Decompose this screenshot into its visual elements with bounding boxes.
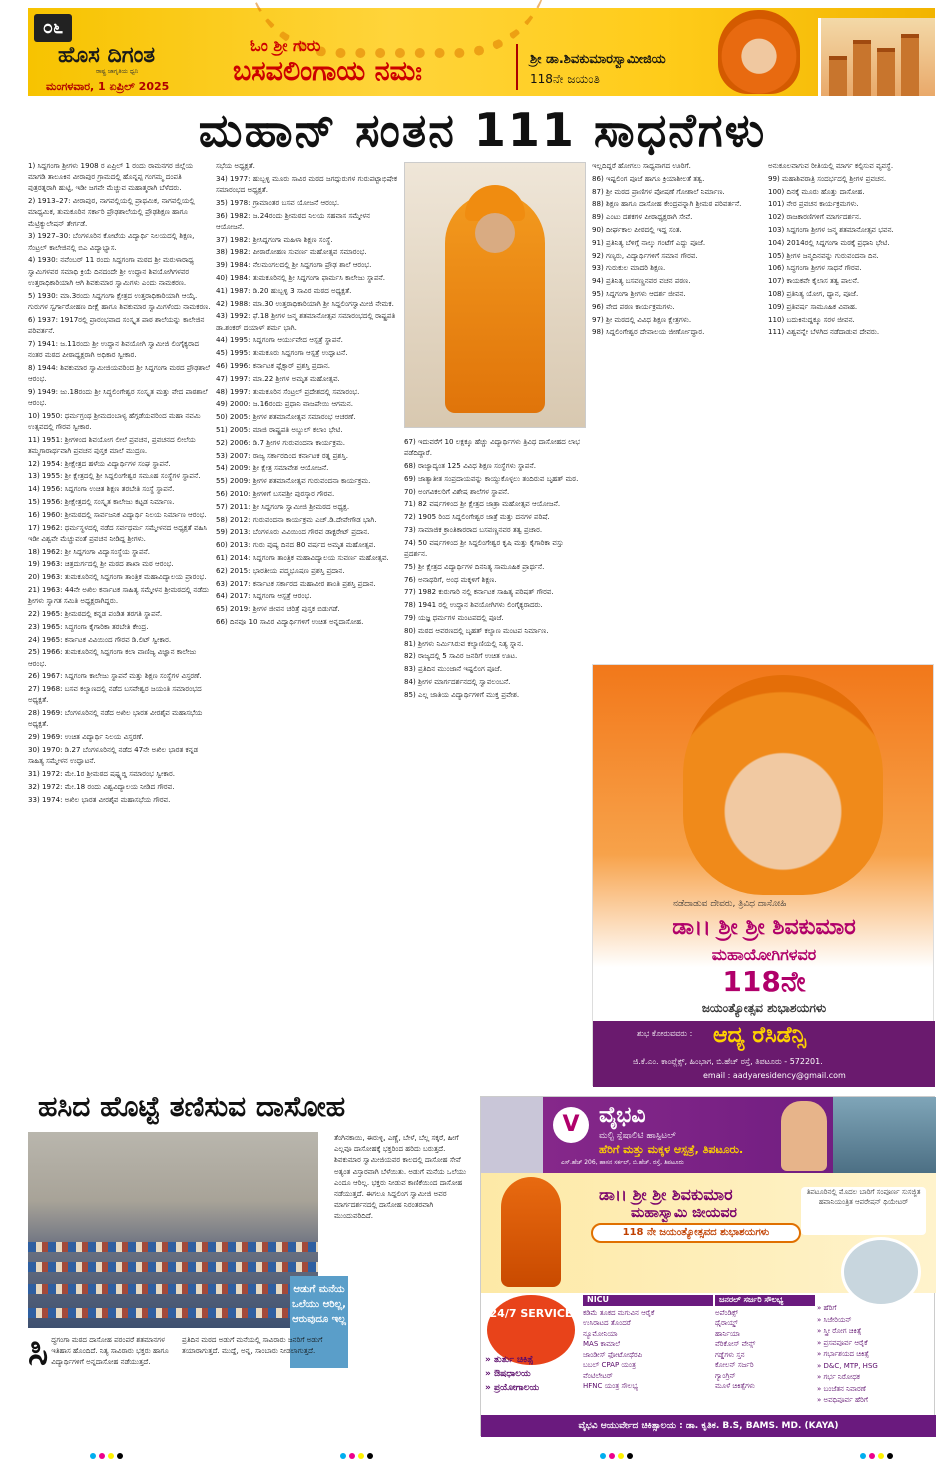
list-item: 46) 1996: ಕರ್ನಾಟಕ ಫ್ಲೆಕ್ಸಾರ್ ಪ್ರಶಸ್ತಿ ಪ್ರದಾನ. (216, 360, 331, 370)
aadya-residency-ad (592, 664, 934, 1086)
list-item: 39) 1984: ನೆಲಮಂಗಲದಲ್ಲಿ ಶ್ರೀ ಸಿದ್ದಗಂಗಾ ಪ್ರೌಢ ಶಾಲೆ ಆರಂಭ. (216, 260, 372, 270)
masthead (28, 8, 935, 96)
list-item: 71) 82 ವರ್ಷಗಳಿಂದ ಶ್ರೀ ಕ್ಷೇತ್ರದ ಜಾತ್ರಾ ಮಹೋತ್ಸವ ಆಯೋಜನೆ. (404, 499, 561, 509)
paper-logo: ಹೊಸ ದಿಗಂತ (58, 42, 156, 68)
list-item: » ಅವಧಿಪೂರ್ವ ಹೆರಿಗೆ (817, 1396, 868, 1404)
list-item: 67) ಇದುವರೆಗೆ 10 ಲಕ್ಷಕ್ಕೂ ಹೆಚ್ಚು ವಿದ್ಯಾರ್ಥಿಗಳು ತ್ರಿವಿಧ ದಾಸೋಹದ ಲಾಭ ಪಡೆದಿದ್ದಾರೆ. (404, 437, 581, 458)
list-item: 104) 2014ರಲ್ಲಿ ಸಿದ್ದಗಂಗಾ ಮಠಕ್ಕೆ ಪ್ರಧಾನಿ ಭೇಟಿ. (768, 237, 890, 247)
list-item: 101) ನೇರ ಪ್ರವಚನ ಕಾರ್ಯಕ್ರಮಗಳು. (768, 199, 859, 209)
list-item: ನ್ಯೂಮೋನಿಯಾ (583, 1329, 618, 1338)
list-item: 48) 1997: ತುಮಕೂರಿನ ಸೆಂಟ್ರಲ್ ಪ್ರದೇಶದಲ್ಲಿ ಸಮಾರಂಭ. (216, 386, 360, 396)
swami-seated-photo (404, 162, 586, 428)
list-item: 105) ಶ್ರೀಗಳ ಜನ್ಮದಿನವನ್ನು ಗುರುವಂದನಾ ದಿನ. (768, 250, 879, 260)
list-item: » ಸಿಜೇರಿಯನ್ (817, 1315, 852, 1324)
swami-name: ಶ್ರೀ ಡಾ.ಶಿವಕುಮಾರಸ್ವಾಮೀಜಿಯ (530, 52, 666, 67)
list-item: 52) 2006: ಡಿ.7 ಶ್ರೀಗಳ ಗುರುವಂದನಾ ಕಾರ್ಯಕ್ರಮ. (216, 437, 345, 447)
list-item: 28) 1969: ಬೆಂಗಳೂರಿನಲ್ಲಿ ನಡೆದ ಅಖಿಲ ಭಾರತ ವೀರಶೈವ ಮಹಾಸಭೆಯ ಅಧ್ಯಕ್ಷತೆ. (28, 708, 203, 729)
list-item: ಥೈರಾಯ್ಡ್ (715, 1319, 738, 1327)
list-item: 44) 1995: ಸಿದ್ದಗಂಗಾ ಆರ್ಯುವೇದ ಆಸ್ಪತ್ರೆ ಸ್ಥಾಪನೆ. (216, 335, 343, 345)
service-list (485, 1353, 585, 1395)
list-item: 33) 1974: ಅಖಿಲ ಭಾರತ ವೀರಶೈವ ಮಹಾಸಭೆಯ ಗೌರವ. (28, 794, 171, 804)
list-item: » ಪ್ರಸವಪೂರ್ವ ಆರೈಕೆ (817, 1338, 868, 1347)
list-item: ಹಾರ್ನಿಯಾ (715, 1329, 740, 1338)
list-item: 109) ಪ್ರತಿವರ್ಷ ಸಾಮೂಹಿಕ ವಿವಾಹ. (768, 301, 858, 311)
list-item: 15) 1956: ಶ್ರೀಕ್ಷೇತ್ರದಲ್ಲಿ ಸಂಸ್ಕೃತ ಕಾಲೇಜು ಕಟ್ಟಡ ನಿರ್ಮಾಣ. (28, 497, 175, 506)
list-item: » ಗರ್ಭ ನಿರೋಧಕ (817, 1373, 860, 1381)
list-item: 49) 2000: ಜ.16ರಂದು ಪ್ರಧಾನಿ ವಾಜಪೇಯಿ ಆಗಮನ. (216, 399, 353, 409)
list-item: » ತುರ್ತು ಚಿಕಿತ್ಸೆ (485, 1355, 534, 1365)
list-item: 26) 1967: ಸಿದ್ದಗಂಗಾ ಕಾಲೇಜು ಸ್ಥಾಪನೆ ಮತ್ತು ಶಿಕ್ಷಣ ಸಂಸ್ಥೆಗಳ ವಿಸ್ತರಣೆ. (28, 671, 202, 681)
list-item: 41) 1987: ಡಿ.20 ಹುಬ್ಬಳ್ಳಿ 3 ಸಾವಿರ ಮಠದ ಅಧ್ಯಕ್ಷತೆ. (216, 285, 352, 295)
list-item: 2) 1913–27: ವೀರಾಪುರ, ನಾಗವಲ್ಲಿಯಲ್ಲಿ ಪ್ರಾಥಮಿಕ, ನಾಗವಲ್ಲಿಯಲ್ಲಿ ಮಾಧ್ಯಮಿಕ, ತುಮಕೂರಿನ ಸರ್ಕಾರಿ ಪ್ರೌಢಶಾಲೆಯಲ್ಲಿ ಪ್ರೌಢಶಿಕ್ಷಣ ಹಾಗೂ ಮೆಟ್ರಿಕ್ಯುಲೇಷನ್ ತೇರ್ಗಡೆ. (28, 196, 195, 228)
list-item: 68) ರಾಜ್ಯಾದ್ಯಂತ 125 ವಿವಿಧ ಶಿಕ್ಷಣ ಸಂಸ್ಥೆಗಳು ಸ್ಥಾಪನೆ. (404, 461, 536, 470)
list-item: ಅಪೆಂಡಿಕ್ಸ್ (715, 1308, 738, 1317)
surgery-heading: ಜನರಲ್ ಸರ್ಜರಿ ಸೌಲಭ್ಯ (715, 1295, 815, 1306)
list-item: 110) ಬದುಕಿನುದ್ದಕ್ಕೂ ಸರಳ ಜೀವನ. (768, 314, 855, 324)
ad2-wishes: 118 ನೇ ಜಯಂತ್ಯೋತ್ಸವದ ಶುಭಾಶಯಗಳು (591, 1223, 801, 1243)
list-item: 50) 2005: ಶ್ರೀಗಳ ಶತಮಾನೋತ್ಸವ ಸಮಾರಂಭ ಆಚರಣೆ. (216, 412, 356, 422)
dasoha-column-3 (334, 1132, 474, 1442)
list-item: 103) ಸಿದ್ದಗಂಗಾ ಶ್ರೀಗಳ ಜನ್ಮ ಶತಮಾನೋತ್ಸವ ಭವನ. (768, 224, 894, 234)
maternity-features-list (817, 1303, 932, 1407)
list-item: ಅನುಕೂಲವಾಗುವ ರೀತಿಯಲ್ಲಿ ಮಾರ್ಗ ಕಲ್ಪಿಸುವ ವ್ಯವಸ್ಥೆ. (768, 161, 894, 170)
list-item: » ಬಂಜೆತನ ನಿವಾರಣೆ (817, 1384, 866, 1393)
list-item: ವೆಂಟಿಲೇಟರ್ (583, 1371, 613, 1380)
list-item: » ಪ್ರಯೋಗಾಲಯ (485, 1383, 540, 1393)
list-item: 25) 1966: ತುಮಕೂರಿನಲ್ಲಿ ಸಿದ್ದಗಂಗಾ ಕಲಾ ವಾಣಿಜ್ಯ ವಿಜ್ಞಾನ ಕಾಲೇಜು ಆರಂಭ. (28, 647, 197, 668)
list-item: 55) 2009: ಶ್ರೀಗಳ ಶತಮಾನೋತ್ಸವ ಗುರುವಂದನಾ ಕಾರ್ಯಕ್ರಮ. (216, 476, 371, 486)
list-item: 4) 1930: ನವೆಂಬರ್ 11 ರಂದು ಸಿದ್ದಗಂಗಾ ಮಠದ ಶ್ರೀ ಮರುಳಾರಾಧ್ಯ ಸ್ವಾಮಿಗಳವರ ಸಮಾಧಿ ಕ್ರಿಯೆ ದಿನದಂದೇ ಶ್ರೀ ಉದ್ದಾನ ಶಿವಯೋಗಿಗಳವರ ಉತ್ತರಾಧಿಕಾರಿಯಾಗಿ ಆಗಿ ಶಿವಕುಮಾರ ಸ್ವಾಮಿಗಳು ಎಂದು ನಾಮಕರಣ. (28, 255, 194, 287)
list-item: » ಔಷಧಾಲಯ (485, 1369, 531, 1379)
list-item: 21) 1963: 44ನೇ ಅಖಿಲ ಕರ್ನಾಟಕ ಸಾಹಿತ್ಯ ಸಮ್ಮೇಳನ ಶ್ರೀಮಠದಲ್ಲಿ ನಡೆದು ಶ್ರೀಗಳು ಸ್ವಾಗತ ಸಮಿತಿ ಅಧ್ಯಕ್ಷರಾಗಿದ್ದರು. (28, 584, 209, 606)
list-item: 76) ಅನಾಥರಿಗೆ, ಅಂಧ ಮಕ್ಕಳಿಗೆ ಶಿಕ್ಷಣ. (404, 574, 497, 584)
list-item: 23) 1965: ಸಿದ್ಧಗಂಗಾ ಕೈಗಾರಿಕಾ ತರಬೇತಿ ಕೇಂದ್ರ. (28, 621, 149, 631)
list-item: 57) 2011: ಶ್ರೀ ಸಿದ್ದಗಂಗಾ ಸ್ವಾಮೀಜಿ ಶ್ರೀಮಠದ ಅಧ್ಯಕ್ಷ. (216, 501, 350, 511)
list-item: 10) 1950: ಧರ್ಮಗ್ರಂಥ ಶ್ರೀಮದಂಬಾಳ್ಯ ಹೆಗ್ಗಡೆಯವರಿಂದ ಮಹಾ ನವಮಿ ಉತ್ಸವದಲ್ಲಿ ಗೌರವ ಸ್ವೀಕಾರ. (28, 410, 201, 431)
list-item: 98) ಸಿದ್ದಲಿಂಗೇಶ್ವರ ದೇವಾಲಯ ಜೀರ್ಣೋದ್ಧಾರ. (592, 327, 705, 337)
dasoha-text-3: ತೆಂಗಿನಕಾಯಿ, ಈರುಳ್ಳಿ, ಎಣ್ಣೆ, ಬೇಳೆ, ಬೆಲ್ಲ ಸಕ್ಕರೆ, ಹೀಗೆ ಎಲ್ಲವೂ ದಾಸೋಹಕ್ಕೆ ಭಕ್ತರಿಂದ ಹರಿದು ಬರುತ್ತದೆ. ಶಿವಕುಮಾರ ಸ್ವಾಮೀಜಿಯವರ ಕಾಲದಲ್ಲಿ ದಾಸೋಹ ಸೇವೆ ಅತ್ಯಂತ ವಿಸ್ತಾರವಾಗಿ ಬೆಳೆಯಿತು. ಅಡುಗೆ ಮನೆಯ ಒಲೆಯು ಎಂದೂ ಆರಿಲ್ಲ. ಭಕ್ತರು ನೀಡುವ ಕಾಣಿಕೆಯಿಂದ ದಾಸೋಹ ನಡೆಯುತ್ತದೆ. ಈಗಲೂ ಸಿದ್ದಲಿಂಗ ಸ್ವಾಮೀಜಿ ಅವರ ಮಾರ್ಗದರ್ಶನದಲ್ಲಿ ದಾಸೋಹ ನಿರಂತರವಾಗಿ ಮುಂದುವರಿದಿದೆ. (334, 1133, 467, 1221)
list-item: 53) 2007: ರಾಜ್ಯ ಸರ್ಕಾರದಿಂದ ಕರ್ನಾಟಕ ರತ್ನ ಪ್ರಶಸ್ತಿ. (216, 450, 348, 460)
list-item: 11) 1951: ಶ್ರೀಗಳಿಂದ ಶಿವಯೋಗ ಲೀಲೆ ಪ್ರವಚನ, ಪ್ರವಚನದ ಲೀಲೆಯ ತಮ್ಮಗಾರಾರ್ಥವಾಗಿ ಪ್ರವಚನ ಪುಸ್ತಕ ಮಾಲೆ ಮುದ್ರಣ. (28, 434, 196, 455)
dasoha-column-1 (28, 1329, 173, 1439)
ad-jayanti-number: 118ನೇ (722, 965, 806, 998)
list-item: 65) 2019: ಶ್ರೀಗಳ ಜೀವನ ಚರಿತ್ರೆ ಪುಸ್ತಕ ಬಿಡುಗಡೆ. (216, 604, 340, 614)
list-item: ಮೂಳೆ ಚಿಕಿತ್ಸೆಗಳು (715, 1382, 755, 1390)
dasoha-column-2 (182, 1334, 327, 1439)
list-item: 6) 1937: 1917ರಲ್ಲಿ ಪ್ರಾರಂಭವಾದ ಸಂಸ್ಕೃತ ಪಾಠ ಶಾಲೆಯನ್ನು ಕಾಲೇಜಿನ ಪರಿವರ್ತನೆ. (28, 314, 205, 335)
ad2-header-band (481, 1097, 936, 1173)
list-item: 38) 1982: ಪೀಠಾರೋಹಣ ಸುವರ್ಣ ಮಹೋತ್ಸವ ಸಮಾರಂಭ. (216, 247, 367, 257)
list-item: » D&C, MTP, HSG (817, 1361, 878, 1370)
list-item: 108) ಪ್ರತಿನಿತ್ಯ ಯೋಗ, ಧ್ಯಾನ, ಪೂಜೆ. (768, 288, 859, 298)
list-item: HFNC ಯಂತ್ರ ಸೌಲಭ್ಯ (583, 1382, 639, 1390)
list-item: » ಸ್ತ್ರೀ ರೋಗ ಚಿಕಿತ್ಸೆ (817, 1327, 862, 1335)
ad-tagline: ನಡೆದಾಡುವ ದೇವರು, ತ್ರಿವಿಧ ದಾಸೋಹಿ (673, 899, 787, 909)
list-item: 45) 1995: ತುಮಕೂರು ಸಿದ್ದಗಂಗಾ ಆಸ್ಪತ್ರೆ ಉದ್ಘಾಟನೆ. (216, 348, 348, 358)
list-item: 106) ಸಿದ್ಧಗಂಗಾ ಶ್ರೀಗಳ ಸಾಧನೆ ಗೌರವ. (768, 263, 862, 273)
dasoha-text-2: ಪ್ರತಿದಿನ ಮಠದ ಅಡುಗೆ ಮನೆಯಲ್ಲಿ ಸಾವಿರಾರು ಜನರಿಗೆ ಅಡುಗೆ ತಯಾರಾಗುತ್ತದೆ. ಮುದ್ದೆ, ಅನ್ನ, ಸಾಂಬಾರು ನೀಡಲಾಗುತ್ತದೆ. (182, 1335, 323, 1356)
om-line: ಓಂ ಶ್ರೀ ಗುರು (250, 36, 321, 55)
swami-portrait (718, 10, 800, 94)
list-item: MAS ಕಾಮಾಲೆ (583, 1340, 621, 1348)
page-number: ೦೬ (34, 14, 72, 42)
list-item: 63) 2017: ಕರ್ನಾಟಕ ಸರ್ಕಾರದ ಮಹಾವೀರ ಶಾಂತಿ ಪ್ರಶಸ್ತಿ ಪ್ರದಾನ. (216, 578, 376, 588)
list-item: 32) 1972: ಮೇ.18 ರಂದು ವಿಶ್ವವಿದ್ಯಾಲಯ ನೀಡಿದ ಗೌರವ. (28, 781, 175, 791)
list-item: 99) ಮಹಾಶಿವರಾತ್ರಿ ಸಂದರ್ಭದಲ್ಲಿ ಶ್ರೀಗಳ ಪ್ರವಚನ. (768, 173, 887, 183)
list-item: 75) ಶ್ರೀ ಕ್ಷೇತ್ರದ ವಿದ್ಯಾರ್ಥಿಗಳ ದಿನನಿತ್ಯ ಸಾಮೂಹಿಕ ಪ್ರಾರ್ಥನೆ. (404, 561, 545, 571)
list-item: 3) 1927–30: ಬೆಂಗಳೂರಿನ ಕೋಟೆಯ ವಿದ್ಯಾರ್ಥಿ ನಿಲಯದಲ್ಲಿ ಶಿಕ್ಷಣ, ಸೆಂಟ್ರಲ್ ಕಾಲೇಜಿನಲ್ಲಿ ಬಿಎ ವಿದ್ಯಾಭ್ಯಾಸ. (28, 231, 195, 252)
list-item: 93) ಗುರುಕುಲ ಮಾದರಿ ಶಿಕ್ಷಣ. (592, 263, 666, 273)
registration-marks (90, 1444, 130, 1451)
list-item: 70) ಅಂಗವಿಕಲರಿಗೆ ವಿಶೇಷ ಶಾಲೆಗಳ ಸ್ಥಾಪನೆ. (404, 486, 510, 496)
paper-tagline: ರಾಷ್ಟ್ರ ಜಾಗೃತಿಯ ಧ್ವನಿ (96, 68, 139, 75)
list-item: 60) 2013: ಗುರು ಪುಷ್ಯ ದಿನದ 80 ವರ್ಷದ ಅಮೃತ ಮಹೋತ್ಸವ. (216, 540, 376, 550)
ad-address: ಜಿ.ಕೆ.ಎಂ. ಕಾಂಪ್ಲೆಕ್ಸ್, ಹಿಂಭಾಗ, ಬಿ.ಹೆಚ್ ರಸ್ತೆ, ತಿಪಟೂರು - 572201. (633, 1057, 823, 1066)
article-column-1 (28, 160, 211, 1080)
list-item: 79) ಯಜ್ಞ ಧರ್ಮಗಳ ಮಂಟಪದಲ್ಲಿ ಪೂಜೆ. (404, 612, 504, 622)
list-item: 77) 1982 ಕುರುಗಾರಿ ನಲ್ಲಿ ಕರ್ನಾಟಕ ಸಾಹಿತ್ಯ ಪರಿಷತ್ ಗೌರವ. (404, 587, 554, 597)
list-item: 51) 2005: ಮಾಜಿ ರಾಷ್ಟ್ರಪತಿ ಅಬ್ದುಲ್ ಕಲಾಂ ಭೇಟಿ. (216, 424, 343, 434)
list-item: 42) 1988: ಮಾ.30 ಉತ್ತರಾಧಿಕಾರಿಯಾಗಿ ಶ್ರೀ ಸಿದ್ದಲಿಂಗಸ್ವಾಮೀಜಿ ನೇಮಕ. (216, 298, 394, 308)
list-item: 47) 1997: ಮಾ.22 ಶ್ರೀಗಳ ಅಮೃತ ಮಹೋತ್ಸವ. (216, 373, 340, 383)
list-item: 90) ದೀರ್ಘಕಾಲ ಪೀಠದಲ್ಲಿ ಇದ್ದ ಸಂತ. (592, 224, 682, 234)
list-item: 102) ರಾಜಕಾರಣಿಗಳಿಗೆ ಮಾರ್ಗದರ್ಶನ. (768, 212, 862, 222)
list-item: 19) 1963: ಚಿತ್ರದುರ್ಗದಲ್ಲಿ ಶ್ರೀ ಮಠದ ಶಾಖಾ ಮಠ ಆರಂಭ. (28, 559, 174, 569)
temple-image (818, 18, 935, 96)
list-item: 37) 1982: ಶ್ರೀಸಿದ್ದಗಂಗಾ ಮಹಿಳಾ ಶಿಕ್ಷಣ ಸಂಸ್ಥೆ. (216, 234, 333, 244)
operation-theatre-image (833, 1097, 936, 1173)
list-item: 92) ಗಣ್ಯರು, ವಿದ್ಯಾರ್ಥಿಗಳಿಗೆ ಸಮಾನ ಗೌರವ. (592, 250, 698, 260)
list-item: ಗ್ಯಾಂಗ್ರಿನ್ (715, 1371, 736, 1380)
ayurveda-footer: ವೈಭವಿ ಆಯುರ್ವೇದ ಚಿಕಿತ್ಸಾಲಯ : ಡಾ. ಕೃತಿಕ. B.S, BAMS. MD. (KAYA) (481, 1415, 936, 1437)
list-item: 82) ರಾಜ್ಯದಲ್ಲಿ 5 ಸಾವಿರ ಜನರಿಗೆ ಉಚಿತ ಊಟ. (404, 651, 518, 661)
equipment-image (841, 1237, 921, 1307)
registration-marks (860, 1444, 900, 1451)
ad2-swami-title: ಮಹಾಸ್ವಾಮಿ ಜೀಯವರ (631, 1205, 737, 1221)
vaibhavi-logo-icon: V (553, 1107, 589, 1143)
ad2-swami-name: ಡಾ।। ಶ್ರೀ ಶ್ರೀ ಶಿವಕುಮಾರ (599, 1185, 733, 1204)
list-item: ಉಸಿರಾಟದ ತೊಂದರೆ (583, 1319, 631, 1327)
hospital-subtitle: ಮಲ್ಟಿ ಸ್ಪೆಷಾಲಿಟಿ ಹಾಸ್ಪಿಟಲ್ (599, 1131, 676, 1141)
list-item: 66) ದಿನವೂ 10 ಸಾವಿರ ವಿದ್ಯಾರ್ಥಿಗಳಿಗೆ ಉಚಿತ ಅನ್ನದಾಸೋಹ. (216, 616, 364, 626)
ad-wishes: ಜಯಂತ್ಯೋತ್ಸವ ಶುಭಾಶಯಗಳು (701, 1001, 827, 1015)
list-item: 58) 2012: ಗುರುವಂದನಾ ಕಾರ್ಯಕ್ರಮ ಎಚ್.ಡಿ.ದೇವೇಗೌಡ ಭಾಗಿ. (216, 514, 377, 524)
article-column-4 (592, 160, 762, 660)
list-item: 5) 1930: ಮಾ.3ರಂದು ಸಿದ್ದಗಂಗಾ ಕ್ಷೇತ್ರದ ಉತ್ತರಾಧಿಕಾರಿಯಾಗಿ ಆಯ್ಕೆ. ಗುರುಗಳ ಸ್ವರ್ಗಾರೋಹಣ ದೀಕ್ಷೆ ಹಾಗೂ ಶಿವಕುಮಾರ ಸ್ವಾಮಿಗಳೆಂದು ನಾಮಕರಣ. (28, 290, 211, 311)
list-item: 111) ವಿಶ್ವವನ್ನೇ ಬೆಳಗಿದ ನಡೆದಾಡುವ ದೇವರು. (768, 327, 880, 337)
list-item: 43) 1992: ಫೆ.18 ಶ್ರೀಗಳ ಜನ್ಮ ಶತಮಾನೋತ್ಸವ ಸಮಾರಂಭದಲ್ಲಿ ರಾಷ್ಟ್ರಪತಿ ಡಾ.ಶಂಕರ್ ದಯಾಳ್ ಶರ್ಮ ಭಾಗಿ. (216, 311, 396, 332)
swami-walking-image (501, 1177, 561, 1287)
vaibhavi-hospital-ad (480, 1096, 935, 1436)
jayanti-label: 118ನೇ ಜಯಂತಿ (530, 72, 600, 86)
list-item: 72) 1905 ರಿಂದ ಸಿದ್ದಲಿಂಗೇಶ್ವರ ಜಾತ್ರೆ ಮತ್ತು ದನಗಳ ಪರಿಷೆ. (404, 512, 550, 522)
list-item: 88) ಶಿಕ್ಷಣ ಹಾಗೂ ದಾಸೋಹ ಕೇಂದ್ರವನ್ನಾಗಿ ಶ್ರೀಮಠ ಪರಿವರ್ತನೆ. (592, 199, 742, 209)
list-item: 14) 1956: ಸಿದ್ದಗಂಗಾ ಉಚಿತ ಶಿಕ್ಷಣ ತರಬೇತಿ ಸಂಸ್ಥೆ ಸ್ಥಾಪನೆ. (28, 484, 175, 494)
list-item: 56) 2010: ಶ್ರೀಗಳಿಗೆ ಬಸವಶ್ರೀ ಪುರಸ್ಕಾರ ಗೌರವ. (216, 488, 335, 498)
nicu-list (583, 1295, 713, 1392)
list-item: 96) ವೇದ ಪಠಣ ಕಾರ್ಯಕ್ರಮಗಳು. (592, 301, 675, 311)
list-item: 8) 1944: ಶಿವಕುಮಾರ ಸ್ವಾಮೀಜಿಯವರಿಂದ ಶ್ರೀ ಸಿದ್ದಗಂಗಾ ಮಠದ ಪ್ರೌಢಶಾಲೆ ಆರಂಭ. (28, 362, 211, 383)
list-item: 40) 1984: ತುಮಕೂರಿನಲ್ಲಿ ಶ್ರೀ ಸಿದ್ದಗಂಗಾ ಫಾರ್ಮಸಿ ಕಾಲೇಜು ಸ್ಥಾಪನೆ. (216, 272, 386, 282)
article-column-2 (216, 160, 398, 1080)
general-surgery-list (715, 1295, 815, 1392)
list-item: 36) 1982: ಜ.24ರಂದು ಶ್ರೀಮಠದ ನಿಲಯ ಸಹವಾಸ ಸಮ್ಮೇಳನ ಆಯೋಜನೆ. (216, 210, 371, 231)
issue-date: ಮಂಗಳವಾರ, 1 ಏಪ್ರಿಲ್ 2025 (46, 80, 170, 93)
list-item: ಜಾಂಡೀಸ್ ಫೋಟೋಥೆರಪಿ (583, 1350, 643, 1359)
list-item: 74) 50 ವರ್ಷಗಳಿಂದ ಶ್ರೀ ಸಿದ್ದಲಿಂಗೇಶ್ವರ ಕೃಷಿ ಮತ್ತು ಕೈಗಾರಿಕಾ ವಸ್ತು ಪ್ರದರ್ಶನ. (404, 537, 564, 558)
list-item: 95) ಸಿದ್ದಗಂಗಾ ಶ್ರೀಗಳು ಆದರ್ಶ ಜೀವನ. (592, 288, 686, 298)
list-item: 29) 1969: ಉಚಿತ ವಿದ್ಯಾರ್ಥಿ ನಿಲಯ ವಿಸ್ತರಣೆ. (28, 732, 144, 742)
main-headline: ಮಹಾನ್ ಸಂತನ 111 ಸಾಧನೆಗಳು (198, 103, 767, 157)
list-item: 30) 1970: ಡಿ.27 ಬೆಂಗಳೂರಿನಲ್ಲಿ ನಡೆದ 47ನೇ ಅಖಿಲ ಭಾರತ ಕನ್ನಡ ಸಾಹಿತ್ಯ ಸಮ್ಮೇಳನ ಉದ್ಘಾಟನೆ. (28, 744, 199, 766)
nicu-heading: NICU (583, 1295, 713, 1306)
list-item: 54) 2009: ಶ್ರೀ ಕ್ಷೇತ್ರ ಸಮಾವೇಶ ಆಯೋಜನೆ. (216, 463, 329, 473)
article-column-5 (768, 160, 934, 660)
registration-marks (600, 1444, 640, 1451)
list-item: 81) ಶ್ರೀಗಳು ನಿರ್ಮಿಸಿರುವ ಕಲ್ಯಾಣಿಯಲ್ಲಿ ನಿತ್ಯ ಸ್ನಾನ. (404, 638, 524, 648)
list-item: 83) ಪ್ರತಿದಿನ ಮುಂಜಾನೆ ಇಷ್ಟಲಿಂಗ ಪೂಜೆ. (404, 664, 502, 674)
basava-line: ಬಸವಲಿಂಗಾಯ ನಮಃ (233, 56, 422, 87)
list-item: 7) 1941: ಜ.11ರಂದು ಶ್ರೀ ಉದ್ದಾನ ಶಿವಯೋಗಿ ಸ್ವಾಮೀಜಿ ಲಿಂಗೈಕ್ಯರಾದ ನಂತರ ಮಠದ ಪೀಠಾಧ್ಯಕ್ಷರಾಗಿ ಅಧಿಕಾರ ಸ್ವೀಕಾರ. (28, 338, 200, 359)
list-item: 87) ಶ್ರೀ ಮಠದ ಪ್ರಾಣಿಗಳ ಪೋಷಣೆ ಗೋಶಾಲೆ ನಿರ್ಮಾಣ. (592, 186, 725, 196)
list-item: 64) 2017: ಸಿದ್ದಗಂಗಾ ಆಸ್ಪತ್ರೆ ಆರಂಭ. (216, 591, 312, 601)
list-item: 91) ಪ್ರತಿನಿತ್ಯ ಬೆಳಿಗ್ಗೆ ನಾಲ್ಕು ಗಂಟೆಗೆ ಎದ್ದು ಪೂಜೆ. (592, 237, 706, 247)
registration-marks (340, 1444, 380, 1451)
list-item: ಕಡಿಮೆ ತೂಕದ ಮಗುವಿನ ಆರೈಕೆ (583, 1308, 655, 1317)
hospital-subtitle-2: ಹೆರಿಗೆ ಮತ್ತು ಮಕ್ಕಳ ಆಸ್ಪತ್ರೆ, ತಿಪಟೂರು. (599, 1143, 744, 1156)
header-divider (516, 44, 518, 90)
list-item: 62) 2015: ಭಾರತೀಯ ಪದ್ಮಭೂಷಣ ಪ್ರಶಸ್ತಿ ಪ್ರದಾನ. (216, 565, 345, 575)
list-item: 100) ದಿನಕ್ಕೆ ಮೂರು ಹೊತ್ತು ದಾಸೋಹ. (768, 186, 865, 196)
list-item: ಇಲ್ಲದಿದ್ದರೆ ಹೋಗಲು ಸಾಧ್ಯವಾಗದ ಊರಿಗೆ. (592, 161, 691, 170)
dasoha-text-1: ದ್ಧಗಂಗಾ ಮಠದ ದಾಸೋಹ ಪರಂಪರೆ ಶತಮಾನಗಳ ಇತಿಹಾಸ ಹೊಂದಿದೆ. ನಿತ್ಯ ಸಾವಿರಾರು ಭಕ್ತರು ಹಾಗೂ ವಿದ್ಯಾರ್ಥಿಗಳಿಗೆ ಅನ್ನದಾಸೋಹ ನಡೆಯುತ್ತದೆ. (51, 1335, 169, 1367)
list-item: 78) 1941 ರಲ್ಲಿ ಉದ್ದಾನ ಶಿವಯೋಗಿಗಳು ಲಿಂಗೈಕ್ಯರಾದರು. (404, 600, 543, 610)
kitchen-callout: ಆಡುಗೆ ಮನೆಯ ಒಲೆಯು ಆರಿಲ್ಲ, ಆರುವುದೂ ಇಲ್ಲ (290, 1276, 348, 1368)
ad-sponsor-band (593, 1021, 935, 1087)
list-item: 22) 1965: ಶ್ರೀಮಠದಲ್ಲಿ ಕನ್ನಡ ಪಂಡಿತ ತರಗತಿ ಸ್ಥಾಪನೆ. (28, 608, 163, 618)
list-item: 13) 1955: ಶ್ರೀ ಕ್ಷೇತ್ರದಲ್ಲಿ ಶ್ರೀ ಸಿದ್ದಲಿಂಗೇಶ್ವರ ಸಮೂಹ ಸಂಸ್ಥೆಗಳ ಸ್ಥಾಪನೆ. (28, 471, 201, 481)
list-item: 35) 1978: ಗ್ರಾಮಾಂತರ ಬಸವ ಯೋಜನೆ ಆರಂಭ. (216, 197, 340, 207)
dasoha-headline: ಹಸಿದ ಹೊಟ್ಟೆ ತಣಿಸುವ ದಾಸೋಹ (38, 1090, 346, 1123)
list-item: ಬಬಲ್ CPAP ಯಂತ್ರ (583, 1361, 637, 1369)
hospital-name: ವೈಭವಿ (599, 1103, 646, 1128)
list-item: 94) ಪ್ರತಿನಿತ್ಯ ಬಸವಣ್ಣನವರ ವಚನ ಪಠಣ. (592, 276, 691, 286)
list-item: 85) ಎಲ್ಲ ಜಾತಿಯ ವಿದ್ಯಾರ್ಥಿಗಳಿಗೆ ಮುಕ್ತ ಪ್ರವೇಶ. (404, 689, 520, 699)
list-item: 24) 1965: ಕರ್ನಾಟಕ ವಿವಿಯಿಂದ ಗೌರವ ಡಿ.ಲಿಟ್ ಸ್ವೀಕಾರ. (28, 634, 172, 644)
hospital-building-image (481, 1097, 543, 1173)
list-item: ಸಭೆಯ ಅಧ್ಯಕ್ಷತೆ. (216, 161, 255, 170)
dasoha-dining-photo (28, 1132, 318, 1328)
ad-swami-title: ಮಹಾಯೋಗಿಗಳವರ (711, 945, 817, 964)
list-item: 97) ಶ್ರೀ ಮಠದಲ್ಲಿ ವಿವಿಧ ಶಿಕ್ಷಣ ಕ್ಷೇತ್ರಗಳು. (592, 314, 692, 324)
list-item: 27) 1968: ಬಸವ ಕಲ್ಯಾಣದಲ್ಲಿ ನಡೆದ ಬಸವೇಶ್ವರ ಜಯಂತಿ ಸಮಾರಂಭದ ಅಧ್ಯಕ್ಷತೆ. (28, 684, 202, 705)
list-item: » ಹೆರಿಗೆ (817, 1304, 837, 1312)
list-item: 34) 1977: ಹುಬ್ಬಳ್ಳಿ ಮೂರು ಸಾವಿರ ಮಠದ ಜಗದ್ಗುರುಗಳ ಗುರುಪಟ್ಟಾಭಿಷೇಕ ಸಮಾರಂಭದ ಅಧ್ಯಕ್ಷತೆ. (216, 173, 398, 194)
list-item: 73) ಸಾಮಾಜಿಕ ಕ್ರಾಂತಿಕಾರರಾದ ಬಸವಣ್ಣನವರ ತತ್ವ ಪ್ರಚಾರ. (404, 524, 543, 534)
ad-email: email : aadyaresidency@gmail.com (703, 1071, 846, 1080)
list-item: 59) 2013: ಬೆಂಗಳೂರು ವಿವಿಯಿಂದ ಗೌರವ ಡಾಕ್ಟರೇಟ್ ಪ್ರದಾನ. (216, 527, 370, 537)
list-item: ವೆರಿಕೋಸ್ ವೇನ್ಸ್ (715, 1340, 756, 1348)
ot-feature-box: ತಿಪಟೂರಿನಲ್ಲಿ ಮೊದಲ ಬಾರಿಗೆ ಸಂಪೂರ್ಣ ಸುಸಜ್ಜಿತ ಹವಾನಿಯಂತ್ರಿತ ಆಪರೇಷನ್ ಥಿಯೇಟರ್ (801, 1187, 926, 1235)
list-item: 20) 1963: ತುಮಕೂರಿನಲ್ಲಿ ಸಿದ್ದಗಂಗಾ ತಾಂತ್ರಿಕ ಮಹಾವಿದ್ಯಾಲಯ ಪ್ರಾರಂಭ. (28, 572, 207, 582)
ad-courtesy-label: ಶುಭ ಕೋರುವವರು : (637, 1029, 693, 1038)
list-item: 61) 2014: ಸಿದ್ದಗಂಗಾ ತಾಂತ್ರಿಕ ಮಹಾವಿದ್ಯಾಲಯ ಸುವರ್ಣ ಮಹೋತ್ಸವ. (216, 552, 389, 562)
list-item: 1) ಸಿದ್ದಗಂಗಾ ಶ್ರೀಗಳು 1908 ರ ಏಪ್ರಿಲ್ 1 ರಂದು ರಾಮನಗರ ಜಿಲ್ಲೆಯ ಮಾಗಡಿ ತಾಲೂಕಿನ ವೀರಾಪುರ ಗ್ರಾಮದಲ್ಲಿ ಹೊನ್ನಪ್ಪ ಗಂಗಮ್ಮ ದಂಪತಿ ಪುತ್ರರತ್ನರಾಗಿ ಹುಟ್ಟಿ, ಇಡೀ ಜಗವೇ ಮೆಚ್ಚುವ ಮಹಾತ್ಮರಾಗಿ ಬೆಳೆದರು. (28, 161, 194, 193)
ad-business-name: ಆದ್ಯ ರೆಸಿಡೆನ್ಸಿ (713, 1023, 806, 1048)
list-item: » ಗರ್ಭಾಶಯದ ಚಿಕಿತ್ಸೆ (817, 1350, 869, 1358)
article-column-3 (404, 436, 586, 699)
list-item: 12) 1954: ಶ್ರೀಕ್ಷೇತ್ರದ ಹಳೆಯ ವಿದ್ಯಾರ್ಥಿಗಳ ಸಂಘ ಸ್ಥಾಪನೆ. (28, 458, 171, 468)
swami-smiling-portrait (683, 675, 883, 895)
list-item: 84) ಶ್ರೀಗಳ ಮಾರ್ಗದರ್ಶನದಲ್ಲಿ ಸ್ವಾವಲಂಬನೆ. (404, 676, 511, 686)
hospital-address: ಎಸ್.ಹೆಚ್ 206, ಹಾಸನ ಸರ್ಕಲ್, ಬಿ.ಹೆಚ್. ರಸ್ತೆ, ತಿಪಟೂರು (561, 1159, 684, 1166)
mother-image (781, 1101, 827, 1171)
list-item: ಕೋಲನ್ ಸರ್ಜರಿ (715, 1361, 754, 1369)
list-item: ಗಡ್ಡೆಗಳು ಸ್ತನ (715, 1350, 745, 1359)
list-item: 9) 1949: ಜು.18ರಂದು ಶ್ರೀ ಸಿದ್ಧಲಿಂಗೇಶ್ವರ ಸಂಸ್ಕೃತ ಮತ್ತು ವೇದ ಪಾಠಶಾಲೆ ಆರಂಭ. (28, 386, 208, 407)
service-24x7-badge: 24/7 SERVICE (487, 1295, 575, 1365)
drop-cap: ಸಿ (28, 1329, 49, 1373)
list-item: 17) 1962: ಧರ್ಮಸ್ಥಳದಲ್ಲಿ ನಡೆದ ಸರ್ವಧರ್ಮ ಸಮ್ಮೇಳನದ ಅಧ್ಯಕ್ಷತೆ ವಹಿಸಿ ಇಡೀ ವಿಶ್ವವೇ ಮೆಚ್ಚುವಂತೆ ಪ್ರವಚನ ನೀಡಿದ್ದ ಶ್ರೀಗಳು. (28, 522, 208, 543)
list-item: 69) ಜಾತ್ಯಾತೀತ ಸಂಪ್ರದಾಯವನ್ನು ಕಾಯ್ದುಕೊಳ್ಳಲು ತಂದಿರುವ ಬೃಹತ್ ಮಠ. (404, 473, 579, 483)
ad-swami-name: ಡಾ।। ಶ್ರೀ ಶ್ರೀ ಶಿವಕುಮಾರ (672, 915, 856, 940)
list-item: 18) 1962: ಶ್ರೀ ಸಿದ್ದಗಂಗಾ ವಿದ್ಯಾಸಂಸ್ಥೆಯ ಸ್ಥಾಪನೆ. (28, 546, 151, 556)
list-item: 80) ಮಠದ ಆವರಣದಲ್ಲಿ ಬೃಹತ್ ಕಲ್ಯಾಣ ಮಂಟಪ ನಿರ್ಮಾಣ. (404, 625, 549, 635)
list-item: 107) ಕಾಯಕವೇ ಕೈಲಾಸ ತತ್ವ ಪಾಲನೆ. (768, 276, 860, 286)
list-item: 31) 1972: ಮೇ.1ರ ಶ್ರೀಮಠದ ಷಷ್ಟ್ಯಬ್ದಿ ಸಮಾರಂಭ ಸ್ವೀಕಾರ. (28, 768, 176, 778)
list-item: 16) 1960: ಶ್ರೀಮಠದಲ್ಲಿ ಸಾರ್ವಜನಿಕ ವಿದ್ಯಾರ್ಥಿ ನಿಲಯ ನಿರ್ಮಾಣ ಆರಂಭ. (28, 509, 207, 519)
list-item: 89) ಎಂಟು ದಶಕಗಳ ಪೀಠಾಧ್ಯಕ್ಷರಾಗಿ ಸೇವೆ. (592, 212, 693, 222)
list-item: 86) ಇಷ್ಟಲಿಂಗ ಪೂಜೆ ಹಾಗೂ ಕ್ರಿಯಾಶೀಲತೆ ತತ್ವ. (592, 173, 705, 183)
